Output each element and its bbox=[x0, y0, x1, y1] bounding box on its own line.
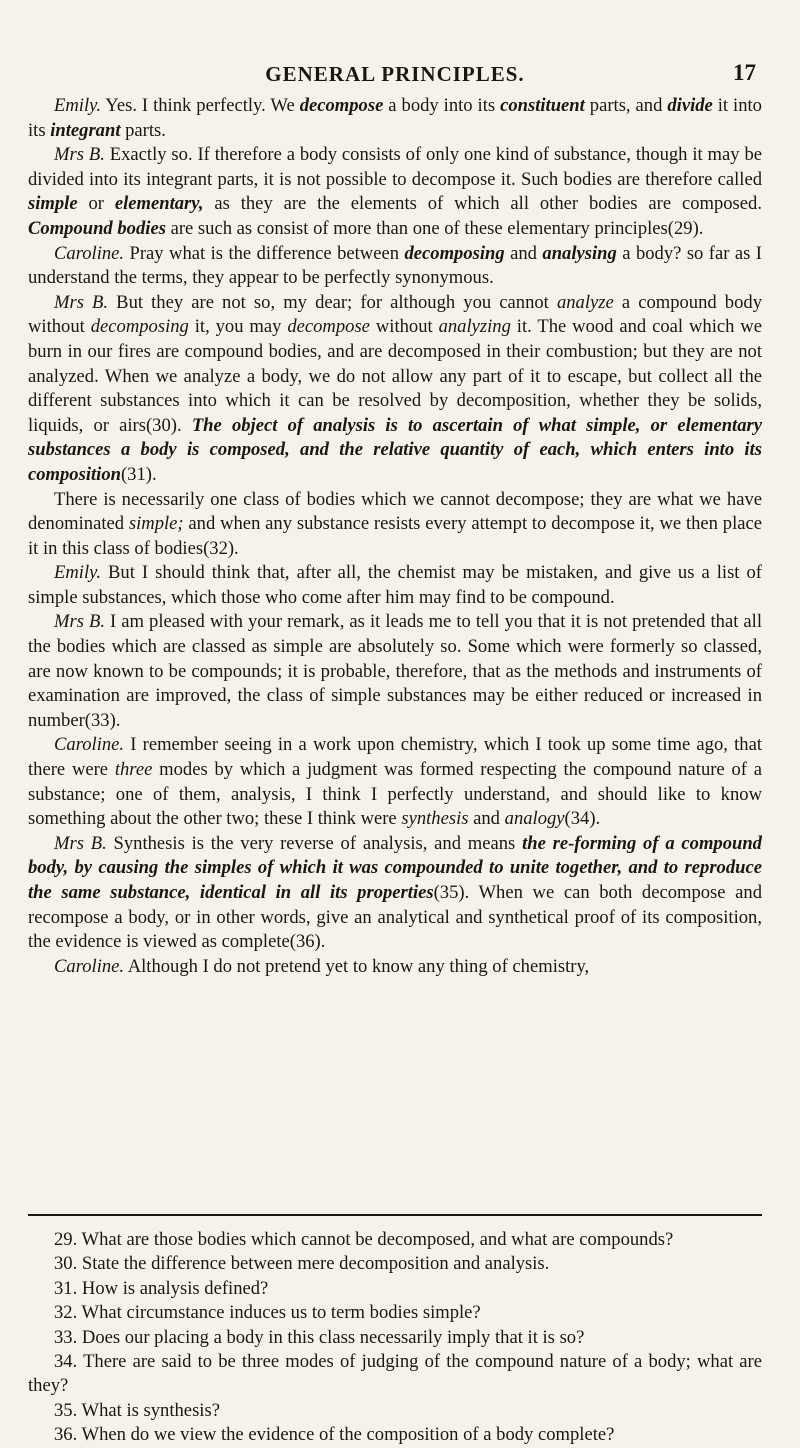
emphasized-text: divide bbox=[667, 95, 713, 116]
speaker-name: Emily. bbox=[54, 562, 101, 584]
speaker-name: Mrs B. bbox=[54, 611, 106, 633]
italic-text: analyze bbox=[556, 291, 614, 313]
speaker-name: Mrs B. bbox=[54, 291, 109, 313]
paragraph bbox=[28, 733, 762, 831]
italic-text: analogy bbox=[504, 808, 565, 830]
question-item: 29. What are those bodies which cannot be decomposed, and what are compounds? bbox=[54, 1229, 674, 1250]
text-run: or bbox=[77, 193, 115, 215]
text-run: (31). bbox=[120, 463, 157, 485]
text-run: Synthesis is the very reverse of analysis, and means bbox=[106, 832, 523, 854]
paragraph bbox=[28, 955, 762, 980]
emphasized-text: The object of analysis is to ascertain of what simple, or elementary substances a body is composed, and the relative quantity of each, which enters into its composition bbox=[28, 414, 762, 485]
emphasized-text: analysing bbox=[542, 242, 617, 264]
divider-rule bbox=[28, 1214, 762, 1216]
question-item: 33. Does our placing a body in this class necessarily imply that it is so? bbox=[54, 1326, 585, 1348]
text-run: and bbox=[504, 242, 543, 264]
question-item: 31. How is analysis defined? bbox=[54, 1277, 269, 1299]
main-text bbox=[28, 94, 762, 979]
text-run: a body into its bbox=[383, 95, 501, 116]
paragraph bbox=[28, 242, 762, 291]
text-run: But they are not so, my dear; for although you cannot bbox=[108, 291, 557, 313]
text-run: and when any substance resists every attempt to decompose it, we then place it in this class of bodies(32). bbox=[28, 513, 762, 559]
speaker-name: Mrs B. bbox=[54, 144, 105, 166]
text-run: parts. bbox=[120, 119, 166, 141]
question-item: 30. State the difference between mere decomposition and analysis. bbox=[54, 1253, 550, 1275]
text-run: it into its bbox=[28, 95, 762, 141]
running-head: GENERAL PRINCIPLES. bbox=[265, 62, 525, 86]
emphasized-text: Compound bodies bbox=[28, 217, 166, 239]
page-number: 17 bbox=[733, 60, 756, 85]
speaker-name: Caroline. bbox=[54, 242, 125, 264]
text-run: are such as consist of more than one of these elementary principles(29). bbox=[165, 217, 704, 239]
text-run: I am pleased with your remark, as it leads me to tell you that it is not pretended that all the bodies which are classed as simple are absolutely so. Some which were formerly so classed, are now known to be compounds; it is probable, therefore, that as the methods and instruments of examination are improved, the class of simple substances may be either reduced or increased in number(33). bbox=[28, 611, 762, 731]
speaker-name: Mrs B. bbox=[54, 832, 107, 854]
emphasized-text: decomposing bbox=[404, 242, 505, 264]
text-run: But I should think that, after all, the chemist may be mistaken, and give us a list of simple substances, which those who come after him may find to be compound. bbox=[28, 562, 762, 608]
speaker-name: Caroline. bbox=[54, 734, 125, 756]
text-run: and bbox=[468, 808, 505, 830]
text-run: parts, and bbox=[584, 95, 668, 116]
italic-text: simple; bbox=[128, 513, 184, 535]
text-run: I remember seeing in a work upon chemistry, which I took up some time ago, that there were bbox=[28, 734, 762, 781]
text-run: Although I do not pretend yet to know any thing of chemistry, bbox=[124, 955, 590, 977]
paragraph bbox=[28, 488, 762, 562]
emphasized-text: the re-forming of a compound body, by causing the simples of which it was compounded to unite together, and to reproduce the same substance, identical in all its properties bbox=[28, 832, 762, 903]
italic-text: three bbox=[114, 759, 153, 781]
text-run: as they are the elements of which all other bodies are composed. bbox=[203, 193, 762, 215]
text-run: a body? so far as I understand the terms, they appear to be perfectly synonymous. bbox=[28, 242, 762, 289]
paragraph bbox=[28, 832, 762, 955]
paragraph bbox=[28, 94, 762, 143]
question-item: 32. What circumstance induces us to term bodies simple? bbox=[54, 1302, 481, 1324]
text-run: (35). When we can both decompose and recompose a body, or in other words, give an analytical and synthetical proof of its composition, the evidence is viewed as complete(36). bbox=[28, 882, 763, 953]
italic-text: analyzing bbox=[438, 316, 511, 338]
text-run: Exactly so. If therefore a body consists of only one kind of substance, though it may be divided into its integrant parts, it is not possible to decompose it. Such bodies are therefore called bbox=[28, 144, 762, 190]
emphasized-text: decompose bbox=[299, 95, 384, 116]
text-run: (34). bbox=[564, 808, 601, 830]
text-run: a compound body without bbox=[28, 291, 762, 338]
text-run: Yes. I think perfectly. We bbox=[101, 95, 300, 116]
text-run: There is necessarily one class of bodies which we cannot decompose; they are what we have denominated bbox=[28, 488, 762, 535]
emphasized-text: constituent bbox=[500, 95, 585, 116]
paragraph bbox=[28, 561, 762, 610]
speaker-name: Emily. bbox=[54, 95, 101, 116]
text-run: without bbox=[369, 316, 439, 338]
question-item: 35. What is synthesis? bbox=[54, 1399, 220, 1421]
question-item: 34. There are said to be three modes of judging of the compound nature of a body; what are they? bbox=[28, 1351, 762, 1397]
italic-text: synthesis bbox=[401, 808, 469, 830]
text-run: Pray what is the difference between bbox=[124, 242, 405, 264]
paragraph bbox=[28, 610, 762, 733]
italic-text: decompose bbox=[287, 316, 370, 338]
question-item: 36. When do we view the evidence of the composition of a body complete? bbox=[54, 1424, 615, 1446]
text-run: modes by which a judgment was formed respecting the compound nature of a substance; one of them, analysis, I think I perfectly understand, and should like to know something about the other two; these I think were bbox=[28, 759, 762, 830]
speaker-name: Caroline. bbox=[54, 955, 125, 977]
italic-text: decomposing bbox=[90, 316, 189, 338]
study-questions bbox=[28, 1228, 762, 1448]
text-run: it, you may bbox=[188, 316, 288, 338]
paragraph bbox=[28, 291, 762, 488]
emphasized-text: elementary, bbox=[114, 193, 204, 215]
emphasized-text: integrant bbox=[50, 119, 121, 141]
paragraph bbox=[28, 143, 762, 241]
emphasized-text: simple bbox=[28, 193, 78, 215]
text-run: it. The wood and coal which we burn in our fires are compound bodies, and are decomposed in their combustion; but they are not analyzed. When we analyze a body, we do not allow any part of it to escape, but collect all the different substances into which it can be resolved by decomposition, whether they be solids, liquids, or airs(30). bbox=[28, 316, 762, 436]
page-header bbox=[28, 0, 762, 86]
